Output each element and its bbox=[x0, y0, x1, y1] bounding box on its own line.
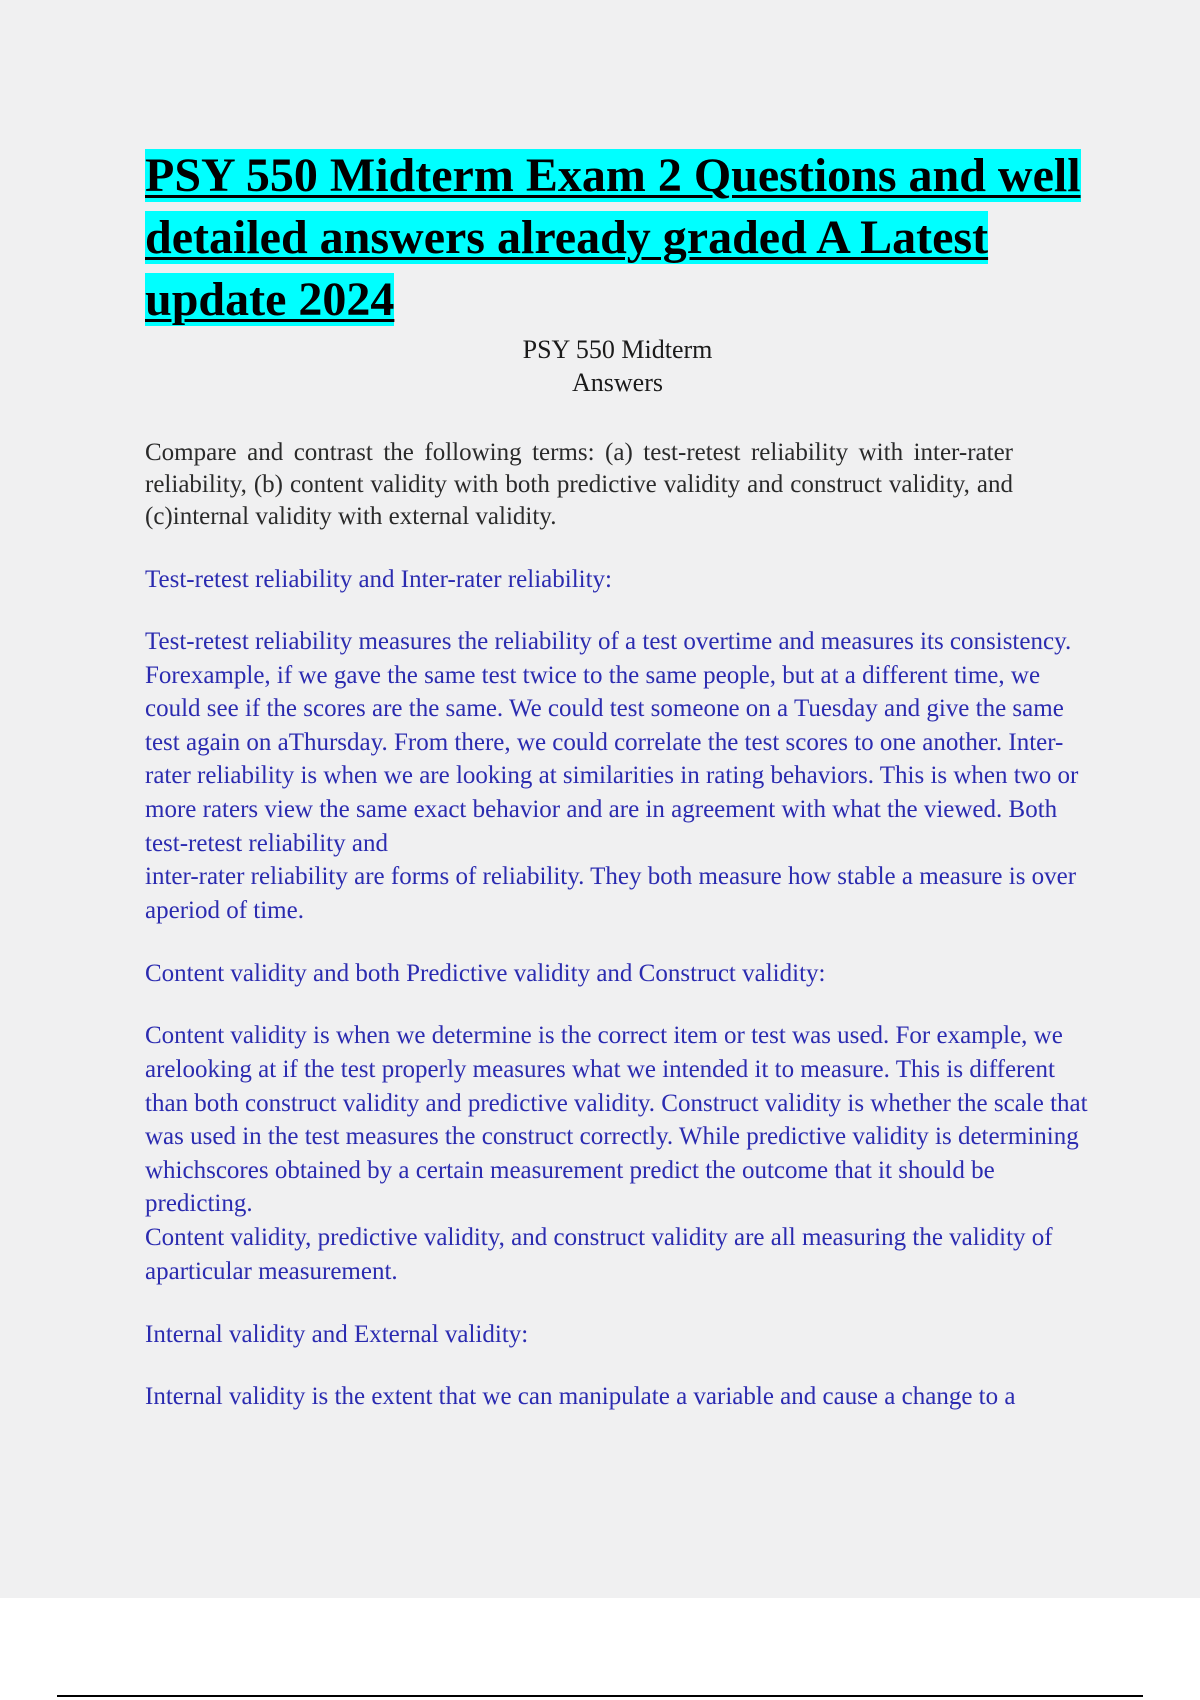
document-title bbox=[145, 145, 1090, 331]
section-heading-internal-validity: Internal validity and External validity: bbox=[145, 1321, 529, 1349]
section-answer-reliability bbox=[145, 625, 1090, 927]
answer-paragraph: Content validity is when we determine is the correct item or test was used. For example, we arelooking at if the test properly measures what we intended it to measure. This is different than both construct validity and predictive validity. Construct validity is whether the scale that was used in the test measures the construct correctly. While predictive validity is determining whichscores obtained by a certain measurement predict the outcome that it should be predicting. bbox=[145, 1022, 1088, 1218]
section-answer-internal-validity bbox=[145, 1380, 1090, 1414]
answer-paragraph: Internal validity is the extent that we can manipulate a variable and cause a change to a bbox=[145, 1383, 1016, 1411]
section-answer-content-validity bbox=[145, 1019, 1090, 1288]
answer-paragraph: Content validity, predictive validity, and construct validity are all measuring the validity of aparticular measurement. bbox=[145, 1223, 1053, 1285]
document-title-text: PSY 550 Midterm Exam 2 Questions and well detailed answers already graded A Latest update 2024 bbox=[145, 149, 1081, 326]
subtitle-line-1: PSY 550 Midterm bbox=[522, 335, 713, 364]
document-content bbox=[145, 145, 1090, 1414]
document-subtitle bbox=[145, 333, 1090, 399]
section-heading-content-validity: Content validity and both Predictive validity and Construct validity: bbox=[145, 960, 826, 988]
answer-paragraph: inter-rater reliability are forms of reliability. They both measure how stable a measure is over aperiod of time. bbox=[145, 863, 1077, 924]
subtitle-line-2: Answers bbox=[572, 368, 663, 397]
question-text: Compare and contrast the following terms: (a) test-retest reliability with inter-rater reliability, (b) content validity with both predictive validity and construct validity, and (c)internal validity with external validity. bbox=[145, 439, 1013, 530]
answer-paragraph: Test-retest reliability measures the reliability of a test overtime and measures its consistency. Forexample, if we gave the same test twice to the same people, but at a different time, we could see if the scores are the same. We could test someone on a Tuesday and give the same test again on aThursday. From there, we could correlate the test scores to one another. Inter-rater reliability is when we are looking at similarities in rating behaviors. This is when two or more raters view the same exact behavior and are in agreement with what the viewed. Both test-retest reliability and bbox=[145, 628, 1079, 857]
footer-divider bbox=[57, 1695, 1143, 1697]
section-heading-reliability: Test-retest reliability and Inter-rater reliability: bbox=[145, 566, 612, 593]
